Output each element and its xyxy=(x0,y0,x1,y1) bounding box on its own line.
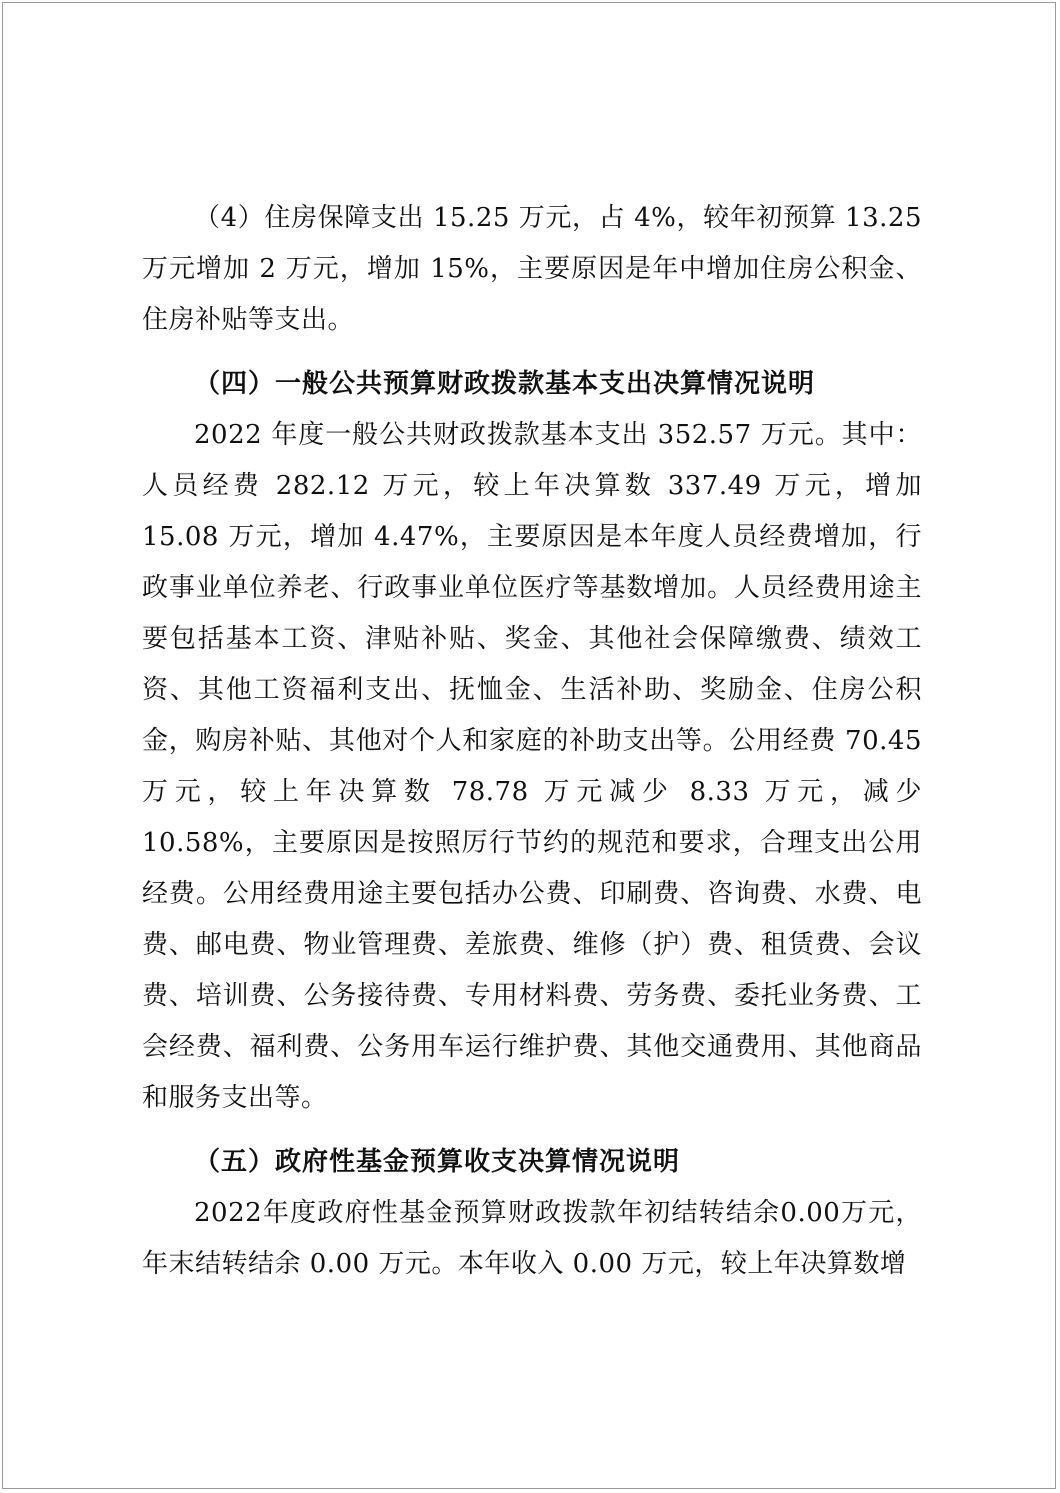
document-body xyxy=(142,193,922,1290)
paragraph-basic-expenditure: 2022 年度一般公共财政拨款基本支出 352.57 万元。其中：人员经费 282.12 万元，较上年决算数 337.49 万元，增加 15.08 万元，增加 4.47%，主要原因是本年度人员经费增加，行政事业单位养老、行政事业单位医疗等基数增加。人员经费用途主要包括基本工资、津贴补贴、奖金、其他社会保障缴费、绩效工资、其他工资福利支出、抚恤金、生活补助、奖励金、住房公积金，购房补贴、其他对个人和家庭的补助支出等。公用经费 70.45 万元，较上年决算数 78.78 万元减少 8.33 万元，减少 10.58%，主要原因是按照厉行节约的规范和要求，合理支出公用经费。公用经费用途主要包括办公费、印刷费、咨询费、水费、电费、邮电费、物业管理费、差旅费、维修（护）费、租赁费、会议费、培训费、公务接待费、专用材料费、劳务费、委托业务费、工会经费、福利费、公务用车运行维护费、其他交通费用、其他商品和服务支出等。 xyxy=(142,420,922,1113)
paragraph-housing-expenditure: （4）住房保障支出 15.25 万元，占 4%，较年初预算 13.25 万元增加 2 万元，增加 15%，主要原因是年中增加住房公积金、住房补贴等支出。 xyxy=(142,203,922,335)
heading-basic-expenditure: （四）一般公共预算财政拨款基本支出决算情况说明 xyxy=(194,369,816,399)
heading-government-fund: （五）政府性基金预算收支决算情况说明 xyxy=(194,1147,681,1177)
paragraph-government-fund: 2022年度政府性基金预算财政拨款年初结转结余0.00万元，年末结转结余 0.00 万元。本年收入 0.00 万元，较上年决算数增 xyxy=(142,1198,922,1279)
